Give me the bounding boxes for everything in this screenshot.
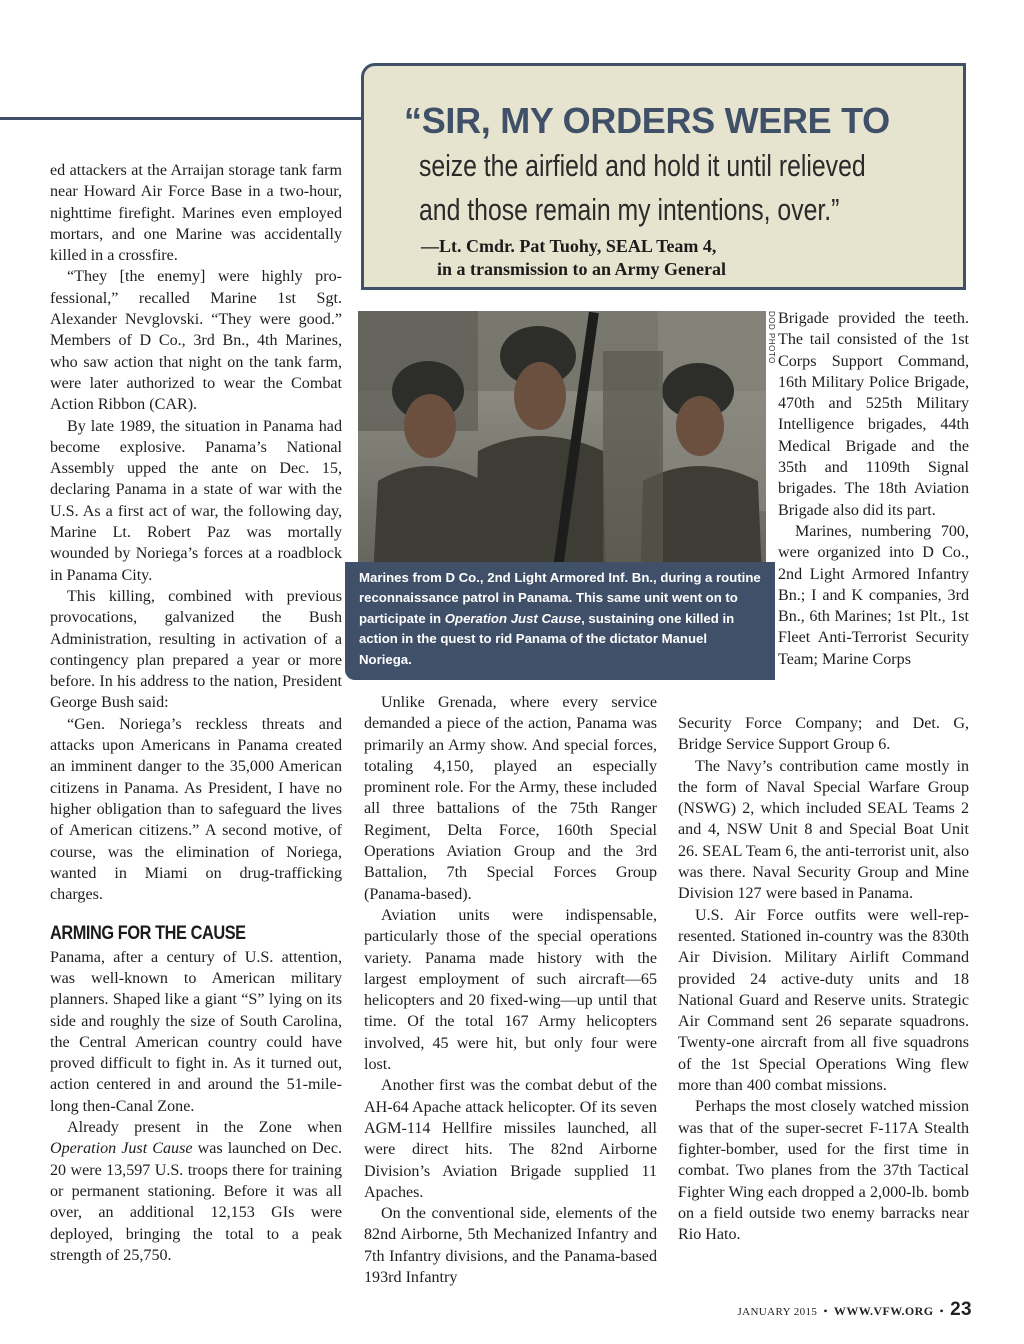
article-paragraph: Aviation units were indispensable, particularly those of the special operations variety. Panama made history with the largest employment of such aircraft—65 helicopters and 20 fixed-wing—up until that time. Of the total 167 Army helicopters involved, 45 were hit, but only four were lost. [364, 906, 657, 1074]
article-paragraph: Unlike Grenada, where every service demanded a piece of the action, Panama was primarily an Army show. And special forces, totaling 4,150, played an especially prominent role. For the Army, these included all three battalions of the 75th Ranger Regiment, Delta Force, 160th Special Operations Aviation Group and the 3rd Battalion, 7th Special Forces Group (Panama-based). [364, 694, 657, 903]
section-heading: ARMING FOR THE CAUSE [50, 923, 246, 945]
pull-quote-headline: “SIR, MY ORDERS WERE TO [404, 100, 890, 141]
website-link[interactable]: WWW.VFW.ORG [833, 1304, 934, 1318]
article-paragraph: Security Force Company; and Det. G, Bridge Service Support Group 6. [678, 715, 969, 754]
caption-text: Marines from D Co., 2nd Light Armored Inf. Bn., during a routine reconnaissance patrol in Panama. This same unit went on to participate in [359, 570, 761, 626]
issue-date: JANUARY 2015 [737, 1306, 818, 1318]
header-rule [0, 117, 362, 120]
caption-operation-name: Operation Just Cause [444, 610, 582, 626]
page-footer [737, 1299, 972, 1321]
article-column-1 [50, 160, 342, 1266]
text-run: Already present in the Zone when [67, 1119, 342, 1137]
article-paragraph: Another first was the combat debut of the AH-64 Apache attack helicopter. Of its seven AGM-114 Hellfire missiles launched, all were direct hits. The 82nd Airborne Division’s Aviation Brigade supplied 11 Apaches. [364, 1077, 657, 1201]
pull-quote-text: seize the airfield and hold it until relieved and those remain my intentions, over.” [419, 148, 866, 227]
separator: • [823, 1304, 828, 1318]
pull-quote-box [361, 63, 966, 290]
article-paragraph: Marines, numbering 700, were organized into D Co., 2nd Light Armored Infantry Bn.; I and K companies, 3rd Bn., 6th Marines; 1st Plt., 1st Fleet Anti-Terrorist Security Team; Marine Corps [778, 522, 969, 668]
article-paragraph: U.S. Air Force outfits were well-represented. Stationed in-country was the 830th Air Division. Military Airlift Command provided 24 active-duty units and 18 National Guard and Reserve units. Strategic Air Command sent 26 separate squadrons. Twenty-one aircraft from all five squadrons of the 1st Special Operations Wing flew more than 400 combat missions. [678, 906, 969, 1095]
article-paragraph: Brigade provided the teeth. The tail consisted of the 1st Corps Support Command, 16th Military Police Brigade, 470th and 525th Military Intelligence brigades, 44th Medical Brigade and the 35th and 1109th Signal brigades. The 18th Aviation Brigade also did its part. [778, 310, 969, 519]
article-paragraph: ed attackers at the Arraijan storage tank farm near Howard Air Force Base in a two-hour, nighttime firefight. Marines even employed mortars, and one Marine was accidentally killed in a crossfire. [50, 162, 342, 265]
text-run: was launched on Dec. 20 were 13,597 U.S. troops there for training or permanent stationing. Before it was all over, an additional 12,153 GIs were deployed, bringing the total to a peak strength of 25,750. [50, 1140, 342, 1264]
article-paragraph: The Navy’s contribution came mostly in the form of Naval Special Warfare Group (NSWG) 2, which included SEAL Teams 2 and 4, NSW Unit 8 and Special Boat Unit 26. SEAL Team 6, the anti-terrorist unit, also was there. Naval Security Group and Mine Division 127 were based in Panama. [678, 757, 969, 903]
separator: • [939, 1304, 945, 1318]
article-paragraph: “They [the enemy] were highly professional,” recalled Marine 1st Sgt. Alexander Nevglovski. “They were good.” Members of D Co., 3rd Bn., 4th Marines, who saw action that night on the tank farm, were later authorized to wear the Combat Action Ribbon (CAR). [50, 268, 342, 414]
caption-text: , sustaining one killed in action in the quest to rid Panama of the dictator Manuel Noriega. [359, 610, 735, 667]
article-paragraph: “Gen. Noriega’s reckless threats and attacks upon Americans in Panama created an imminent danger to the 35,000 American citizens in Panama. As President, I have no higher obligation than to safeguard the lives of American citizens.” A second motive, of course, was the elimination of Noriega, wanted in Miami on drug-trafficking charges. [50, 715, 342, 904]
photo-caption [345, 562, 775, 680]
page-number: 23 [950, 1299, 972, 1320]
pull-quote-attribution [421, 235, 726, 281]
article-column-2 [364, 692, 657, 1288]
article-paragraph [50, 1117, 342, 1266]
article-column-3-top [778, 308, 969, 670]
operation-name: Operation Just Cause [50, 1140, 193, 1158]
article-paragraph: By late 1989, the situation in Panama had become explosive. Panama’s National Assembly upped the ante on Dec. 15, declaring Panama in a state of war with the U.S. As a first act of war, the following day, Marine Lt. Robert Paz was mortally wounded by Noriega’s forces at a roadblock in Panama City. [50, 417, 342, 584]
photo-credit: DOD PHOTO [767, 311, 776, 364]
article-column-3-bottom [678, 713, 969, 1245]
article-paragraph: Panama, after a century of U.S. attention, was well-known to American military planners. Shaped like a giant “S” lying on its side and roughly the size of South Carolina, the Central American country could have proved difficult to fight in. As it turned out, action centered in and around the 51-mile-long then-Canal Zone. [50, 948, 342, 1115]
attribution-line-1: —Lt. Cmdr. Pat Tuohy, SEAL Team 4, [421, 236, 717, 256]
article-paragraph: On the conventional side, elements of the 82nd Airborne, 5th Mechanized Infantry and 7th Infantry divisions, and the Panama-based 193rd Infantry [364, 1205, 657, 1287]
attribution-line-2: in a transmission to an Army General [437, 259, 727, 279]
article-paragraph: This killing, combined with previous provocations, galvanized the Bush Administration, resulting in activation of a contingency plan prepared a year or more before. In his address to the nation, President George Bush said: [50, 587, 342, 712]
article-paragraph: Perhaps the most closely watched mission was that of the super-secret F-117A Stealth fighter-bomber, used for the first time in combat. Two planes from the 37th Tactical Fighter Wing each dropped a 2,000-lb. bomb on a field outside two enemy barracks near Rio Hato. [678, 1098, 969, 1244]
